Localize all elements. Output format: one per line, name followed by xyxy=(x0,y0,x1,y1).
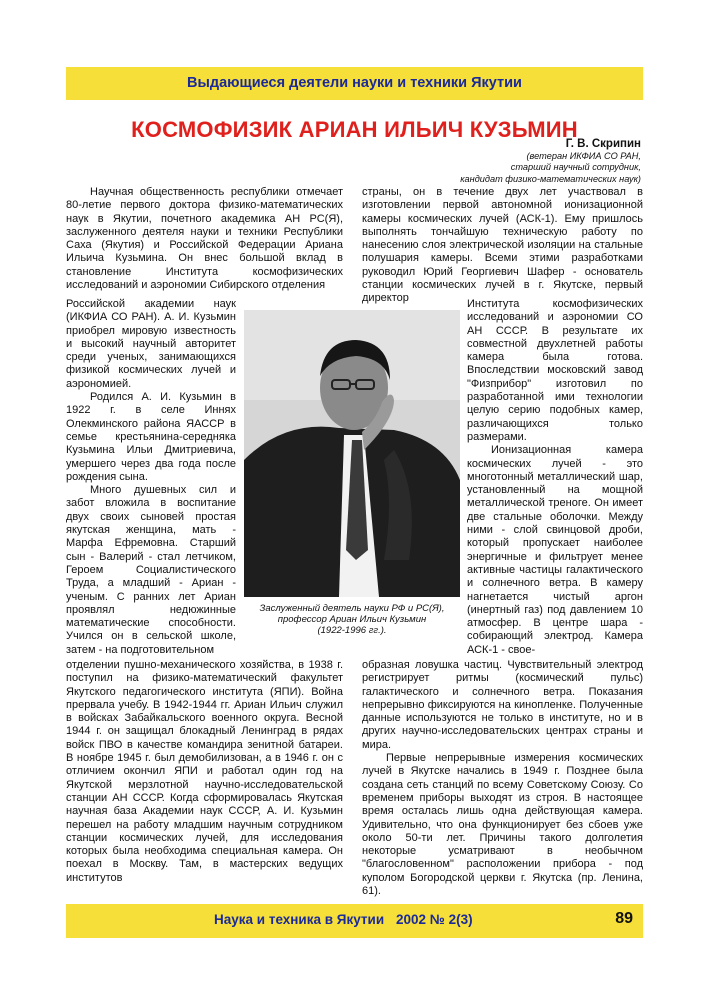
text-right-top xyxy=(362,186,643,306)
text-right-bottom xyxy=(362,659,643,898)
text-right-narrow xyxy=(467,298,643,657)
page-number: 89 xyxy=(615,910,633,927)
text-left-narrow xyxy=(66,298,236,657)
issue-number: 2002 № 2(3) xyxy=(396,912,473,927)
section-title: Выдающиеся деятели науки и техники Якутии xyxy=(187,75,522,91)
caption-line: профессор Ариан Ильич Кузьмин xyxy=(277,614,427,626)
portrait-photo xyxy=(244,310,460,597)
journal-title: Наука и техника в Якутии xyxy=(214,912,385,927)
paragraph: Научная общественность республики отмечает 80-летие первого доктора физико-математических наук в Якутии, почетного академика АН РС(Я), заслуженного деятеля науки и техники Республики Саха (Якутия) и Российской Федерации Ариана Ильича Кузьмина. Он внес большой вклад в становление Института космофизических исследований и аэрономии Сибирского отделения xyxy=(66,186,343,292)
author-affiliation: (ветеран ИКФИА СО РАН, xyxy=(526,150,641,161)
paragraph: Российской академии наук (ИКФИА СО РАН). А. И. Кузьмин приобрел мировую известность и высокий научный авторитет среди ученых, занимающихся физикой космических лучей и аэрономией. xyxy=(66,298,236,390)
paragraph: Института космофизических исследований и аэрономии СО АН СССР. В результате их совместной двухлетней работы камера была готова. Впоследствии московский завод "Физприбор" изготовил по разработанной ими технологии целую серию подобных камер, различающихся только размерами. xyxy=(467,298,643,443)
caption-line: Заслуженный деятель науки РФ и РС(Я), xyxy=(259,603,445,614)
author-name: Г. В. Скрипин xyxy=(565,138,641,150)
author-degree: кандидат физико-математических наук) xyxy=(460,173,641,184)
photo-caption xyxy=(244,603,460,637)
paragraph: Много душевных сил и забот вложила в воспитание двух своих сыновей простая якутская женщина, мать - Марфа Ефремовна. Старший сын - Валерий - стал летчиком, Героем Социалистического Труда, а младший - Ариан - ученым. С ранних лет Ариан проявлял недюжинные математические способности. Учился он в сельской школе, затем - на подготовительном xyxy=(66,484,236,656)
paragraph: отделении пушно-механического хозяйства, в 1938 г. поступил на физико-математический факультет Якутского педагогического института (ЯПИ). Война прервала учебу. В 1942-1944 гг. Ариан Ильич служил в войсках Забайкальского военного округа. Весной 1944 г. он защищал блокадный Ленинград в рядах войск ПВО в качестве командира зенитной батареи. В ноябре 1945 г. был демобилизован, а в 1946 г. он с отличием окончил ЯПИ и работал один год на Якутской мерзлотной научно-исследовательской станции АН СССР. Когда сформировалась Якутская научная база Академии наук СССР, А. И. Кузьмин перешел на работу младшим научным сотрудником станции космических лучей, для исследования которых была необходима специальная камера. Он поехал в Москву. Там, в мастерских ведущих институтов xyxy=(66,659,343,884)
footer-band xyxy=(66,904,643,938)
paragraph: Родился А. И. Кузьмин в 1922 г. в селе Иннях Олекминского района ЯАССР в семье крестьянина-середняка Кузьмина Ильи Дмитриевича, умершего через два года после рождения сына. xyxy=(66,391,236,483)
article-title: КОСМОФИЗИК АРИАН ИЛЬИЧ КУЗЬМИН xyxy=(131,117,578,142)
author-block xyxy=(460,139,641,185)
author-position: старший научный сотрудник, xyxy=(510,162,641,173)
paragraph: Первые непрерывные измерения космических лучей в Якутске начались в 1949 г. Позднее была создана сеть станций по всему Советскому Союзу. Со временем приборы выходят из строя. В настоящее время осталась лишь одна действующая камера. Удивительно, что она функционирует без сбоев уже около 50-ти лет. Причины такого долголетия некоторые усматривают в необычном "благословенном" расположении прибора - под куполом Богородской церкви г. Якутска (пр. Ленина, 61). xyxy=(362,752,643,898)
text-left-bottom xyxy=(66,659,343,885)
caption-line: (1922-1996 гг.). xyxy=(317,625,387,637)
header-band xyxy=(66,67,643,100)
paragraph: образная ловушка частиц. Чувствительный электрод регистрирует ритмы (космический пульс) галактического и солнечного ветра. Показания непрерывно фиксируются на кинопленке. Полученные данные используются не только в институте, но и в других научно-исследовательских центрах страны и мира. xyxy=(362,659,643,751)
portrait-illustration xyxy=(244,310,460,597)
paragraph: страны, он в течение двух лет участвовал в изготовлении первой автономной ионизационной камеры космических лучей (АСК-1). Ему пришлось выполнять тончайшую техническую работу по нанесению слоя электрической изоляции на стальные полушария камеры. Всеми этими разработками руководил Юрий Георгиевич Шафер - основатель станции космических лучей в г. Якутске, первый директор xyxy=(362,186,643,305)
text-left-top xyxy=(66,186,343,292)
paragraph: Ионизационная камера космических лучей - это многотонный металлический шар, установленный на мощной металлической треноге. Он имеет две стальные оболочки. Между ними - слой свинцовой дроби, который пропускает наиболее энергичные и фильтрует менее активные частицы галактического и солнечного ветра. В камеру нагнетается чистый аргон (инертный газ) под давлением 10 атмосфер. В центре шара - собирающий электрод. Камера АСК-1 - свое- xyxy=(467,444,643,656)
